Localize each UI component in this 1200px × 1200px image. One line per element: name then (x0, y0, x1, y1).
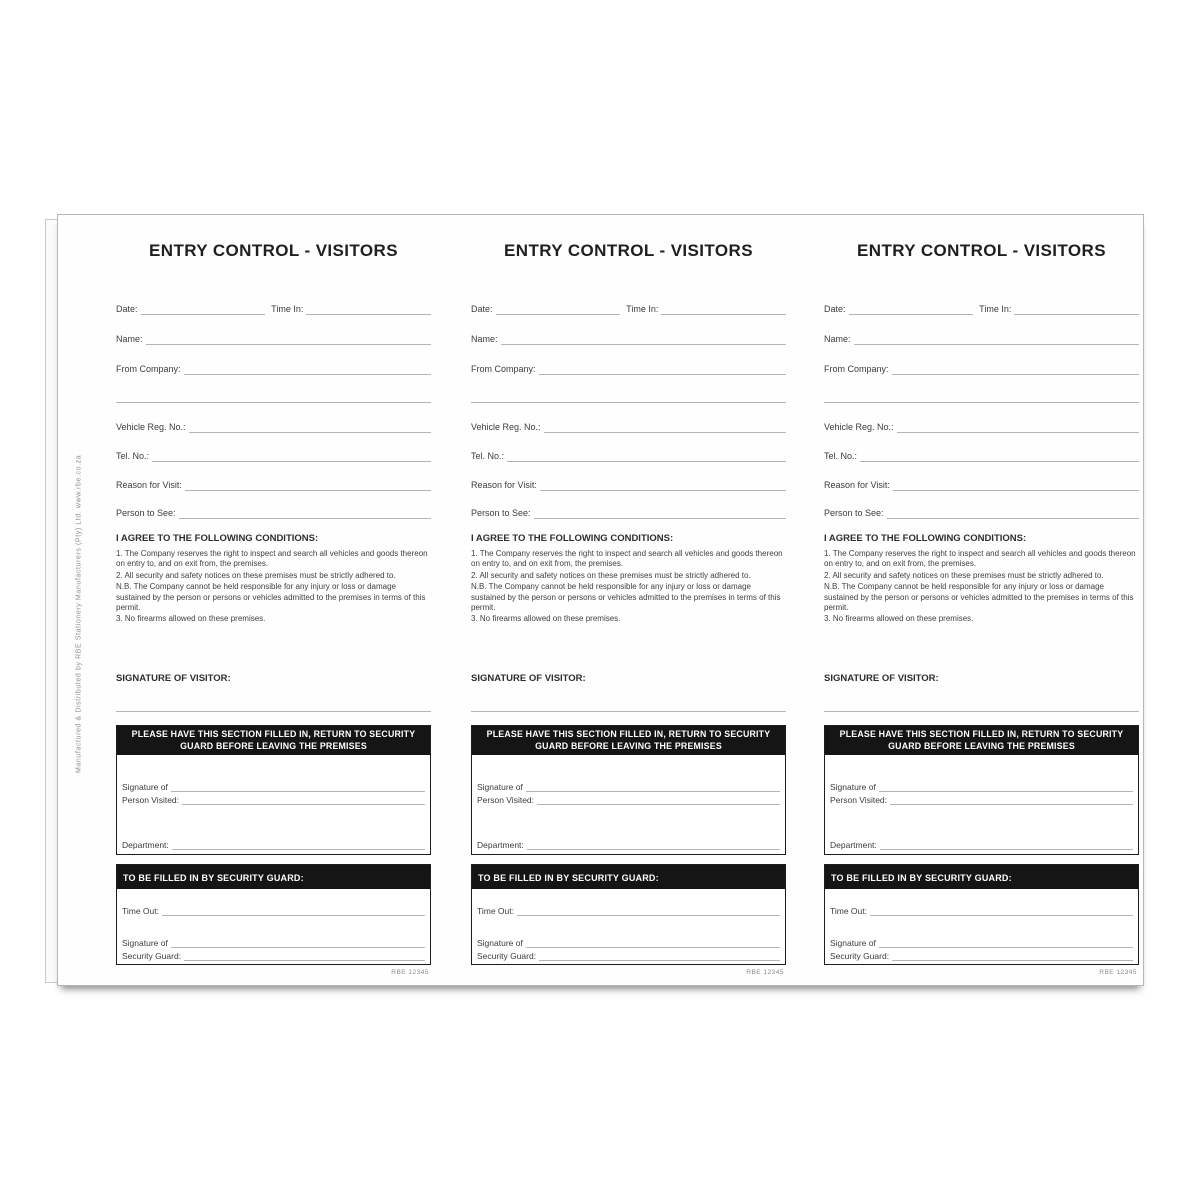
time-out-row (122, 903, 425, 916)
person-visited-line (182, 791, 425, 805)
form-code: RBE 12345 (746, 969, 784, 976)
time-in-input-line (1014, 300, 1139, 315)
time-out-input-line (517, 902, 780, 916)
person-to-see-input-line (179, 504, 431, 519)
date-label: Date: (116, 304, 138, 315)
security-guard-section-box (471, 864, 786, 965)
department-row (477, 837, 780, 850)
person-visited-row (830, 792, 1133, 805)
return-section-box (471, 725, 786, 855)
from-company-label: From Company: (824, 364, 889, 375)
person-to-see-input-line (887, 504, 1139, 519)
security-guard-label: Security Guard: (477, 950, 537, 961)
continuation-input-line (824, 388, 1139, 403)
signature-of-label: Signature of (122, 781, 168, 792)
reason-for-visit-input-line (893, 476, 1139, 491)
condition-item: 1. The Company reserves the right to inspect and search all vehicles and goods thereon on entry to, and on exit from, the premises. (116, 549, 428, 569)
from-company-input-line (184, 360, 431, 375)
tel-no-input-line (507, 447, 786, 462)
vehicle-reg-input-line (189, 418, 431, 433)
security-guard-section-header: TO BE FILLED IN BY SECURITY GUARD: (825, 865, 1138, 889)
name-label: Name: (471, 334, 498, 345)
condition-item: N.B. The Company cannot be held responsible for any injury or loss or damage sustained by the person or persons or vehicles admitted to the premises in terms of this permit. (824, 582, 1134, 613)
date-label: Date: (471, 304, 493, 315)
return-section-header: PLEASE HAVE THIS SECTION FILLED IN, RETURN TO SECURITY GUARD BEFORE LEAVING THE PREMISES (117, 726, 430, 755)
person-visited-signature-line (171, 778, 425, 792)
signature-of-label: Signature of (122, 937, 168, 948)
return-section-body (117, 755, 430, 854)
security-guard-section-box (824, 864, 1139, 965)
spacer (122, 916, 425, 935)
name-row (824, 331, 1139, 345)
name-label: Name: (116, 334, 143, 345)
guard-signature-line (879, 934, 1133, 948)
person-to-see-row (471, 505, 786, 519)
person-visited-line (890, 791, 1133, 805)
return-section-header: PLEASE HAVE THIS SECTION FILLED IN, RETURN TO SECURITY GUARD BEFORE LEAVING THE PREMISES (472, 726, 785, 755)
from-company-row (116, 361, 431, 375)
return-section-box (116, 725, 431, 855)
security-guard-label: Security Guard: (830, 950, 890, 961)
vehicle-reg-input-line (897, 418, 1139, 433)
person-to-see-row (824, 505, 1139, 519)
spacer (830, 805, 1133, 837)
time-out-input-line (162, 902, 425, 916)
from-company-input-line (892, 360, 1139, 375)
conditions-text (116, 549, 431, 626)
department-row (122, 837, 425, 850)
spacer (122, 805, 425, 837)
department-input-line (527, 836, 780, 850)
condition-item: 1. The Company reserves the right to inspect and search all vehicles and goods thereon on entry to, and on exit from, the premises. (471, 549, 783, 569)
return-section-box (824, 725, 1139, 855)
department-label: Department: (477, 839, 524, 850)
tel-no-label: Tel. No.: (116, 451, 150, 462)
manufacturer-side-note: Manufactured & Distributed by RBE Stationery Manufacturers (Pty) Ltd. www.rbe.co.za (75, 454, 83, 774)
name-input-line (146, 330, 431, 345)
condition-item: 2. All security and safety notices on these premises must be strictly adhered to. (471, 570, 751, 580)
person-visited-signature-line (879, 778, 1133, 792)
name-input-line (501, 330, 786, 345)
visitor-signature-line (471, 697, 786, 712)
date-time-row (471, 301, 786, 315)
visitor-signature-heading: SIGNATURE OF VISITOR: (116, 673, 231, 684)
guard-signature-line (171, 934, 425, 948)
conditions-heading: I AGREE TO THE FOLLOWING CONDITIONS: (824, 533, 1027, 544)
condition-item: 3. No firearms allowed on these premises. (824, 614, 974, 624)
person-to-see-row (116, 505, 431, 519)
time-out-row (830, 903, 1133, 916)
tel-no-input-line (860, 447, 1139, 462)
department-row (830, 837, 1133, 850)
name-label: Name: (824, 334, 851, 345)
return-section-body (825, 755, 1138, 854)
person-visited-label: Person Visited: (122, 794, 180, 805)
security-guard-section-box (116, 864, 431, 965)
time-in-input-line (661, 300, 786, 315)
name-row (471, 331, 786, 345)
spacer (477, 916, 780, 935)
from-company-row (824, 361, 1139, 375)
visitor-signature-line (824, 697, 1139, 712)
security-guard-section-body (825, 889, 1138, 964)
time-in-label: Time In: (979, 304, 1012, 315)
department-input-line (172, 836, 425, 850)
vehicle-reg-label: Vehicle Reg. No.: (116, 422, 186, 433)
tel-no-row (116, 448, 431, 462)
guard-name-line (892, 947, 1133, 961)
time-in-label: Time In: (626, 304, 659, 315)
name-row (116, 331, 431, 345)
person-visited-signature-line (526, 778, 780, 792)
page-title: ENTRY CONTROL - VISITORS (149, 241, 398, 260)
date-input-line (141, 300, 266, 315)
condition-item: 3. No firearms allowed on these premises. (471, 614, 621, 624)
time-out-label: Time Out: (830, 905, 867, 916)
date-input-line (496, 300, 621, 315)
form-code: RBE 12345 (1099, 969, 1137, 976)
security-guard-section-body (117, 889, 430, 964)
visitor-signature-line (116, 697, 431, 712)
time-in-input-line (306, 300, 431, 315)
reason-for-visit-row (471, 477, 786, 491)
condition-item: 3. No firearms allowed on these premises. (116, 614, 266, 624)
condition-item: 2. All security and safety notices on these premises must be strictly adhered to. (824, 570, 1104, 580)
person-visited-row (477, 792, 780, 805)
security-guard-section-header: TO BE FILLED IN BY SECURITY GUARD: (472, 865, 785, 889)
reason-for-visit-label: Reason for Visit: (471, 480, 537, 491)
department-label: Department: (122, 839, 169, 850)
signature-of-label: Signature of (477, 781, 523, 792)
from-company-row (471, 361, 786, 375)
visitor-signature-heading: SIGNATURE OF VISITOR: (471, 673, 586, 684)
tel-no-row (824, 448, 1139, 462)
from-company-label: From Company: (471, 364, 536, 375)
form-code: RBE 12345 (391, 969, 429, 976)
conditions-heading: I AGREE TO THE FOLLOWING CONDITIONS: (471, 533, 674, 544)
time-out-input-line (870, 902, 1133, 916)
tel-no-label: Tel. No.: (471, 451, 505, 462)
continuation-input-line (116, 388, 431, 403)
spacer (477, 805, 780, 837)
person-visited-label: Person Visited: (477, 794, 535, 805)
conditions-text (824, 549, 1139, 626)
reason-for-visit-input-line (540, 476, 786, 491)
department-input-line (880, 836, 1133, 850)
department-label: Department: (830, 839, 877, 850)
person-visited-row (122, 792, 425, 805)
conditions-heading: I AGREE TO THE FOLLOWING CONDITIONS: (116, 533, 319, 544)
guard-name-line (184, 947, 425, 961)
condition-item: N.B. The Company cannot be held responsible for any injury or loss or damage sustained by the person or persons or vehicles admitted to the premises in terms of this permit. (471, 582, 781, 613)
date-time-row (116, 301, 431, 315)
entry-control-form-copy-3 (824, 215, 1139, 985)
from-company-continuation-row (116, 389, 431, 403)
date-label: Date: (824, 304, 846, 315)
person-to-see-label: Person to See: (116, 508, 176, 519)
date-input-line (849, 300, 974, 315)
security-guard-label: Security Guard: (122, 950, 182, 961)
entry-control-form-copy-1 (116, 215, 431, 985)
guard-name-row (477, 948, 780, 961)
vehicle-reg-row (471, 419, 786, 433)
time-out-label: Time Out: (122, 905, 159, 916)
spacer (830, 916, 1133, 935)
reason-for-visit-row (824, 477, 1139, 491)
security-guard-section-body (472, 889, 785, 964)
tel-no-label: Tel. No.: (824, 451, 858, 462)
reason-for-visit-label: Reason for Visit: (824, 480, 890, 491)
from-company-continuation-row (824, 389, 1139, 403)
signature-of-label: Signature of (477, 937, 523, 948)
time-out-row (477, 903, 780, 916)
security-guard-section-header: TO BE FILLED IN BY SECURITY GUARD: (117, 865, 430, 889)
from-company-label: From Company: (116, 364, 181, 375)
signature-of-label: Signature of (830, 781, 876, 792)
tel-no-row (471, 448, 786, 462)
entry-control-form-copy-2 (471, 215, 786, 985)
guard-name-line (539, 947, 780, 961)
return-section-body (472, 755, 785, 854)
visitor-signature-heading: SIGNATURE OF VISITOR: (824, 673, 939, 684)
condition-item: 1. The Company reserves the right to inspect and search all vehicles and goods thereon on entry to, and on exit from, the premises. (824, 549, 1136, 569)
signature-of-label: Signature of (830, 937, 876, 948)
guard-name-row (830, 948, 1133, 961)
person-to-see-label: Person to See: (824, 508, 884, 519)
from-company-input-line (539, 360, 786, 375)
vehicle-reg-label: Vehicle Reg. No.: (471, 422, 541, 433)
form-sheet (57, 214, 1144, 986)
vehicle-reg-label: Vehicle Reg. No.: (824, 422, 894, 433)
person-to-see-label: Person to See: (471, 508, 531, 519)
person-visited-label: Person Visited: (830, 794, 888, 805)
guard-signature-line (526, 934, 780, 948)
reason-for-visit-row (116, 477, 431, 491)
condition-item: 2. All security and safety notices on these premises must be strictly adhered to. (116, 570, 396, 580)
time-in-label: Time In: (271, 304, 304, 315)
reason-for-visit-input-line (185, 476, 431, 491)
vehicle-reg-row (116, 419, 431, 433)
vehicle-reg-input-line (544, 418, 786, 433)
person-to-see-input-line (534, 504, 786, 519)
tel-no-input-line (152, 447, 431, 462)
continuation-input-line (471, 388, 786, 403)
guard-name-row (122, 948, 425, 961)
reason-for-visit-label: Reason for Visit: (116, 480, 182, 491)
page-title: ENTRY CONTROL - VISITORS (857, 241, 1106, 260)
from-company-continuation-row (471, 389, 786, 403)
condition-item: N.B. The Company cannot be held responsible for any injury or loss or damage sustained by the person or persons or vehicles admitted to the premises in terms of this permit. (116, 582, 426, 613)
name-input-line (854, 330, 1139, 345)
date-time-row (824, 301, 1139, 315)
vehicle-reg-row (824, 419, 1139, 433)
return-section-header: PLEASE HAVE THIS SECTION FILLED IN, RETURN TO SECURITY GUARD BEFORE LEAVING THE PREMISES (825, 726, 1138, 755)
page-title: ENTRY CONTROL - VISITORS (504, 241, 753, 260)
time-out-label: Time Out: (477, 905, 514, 916)
person-visited-line (537, 791, 780, 805)
conditions-text (471, 549, 786, 626)
